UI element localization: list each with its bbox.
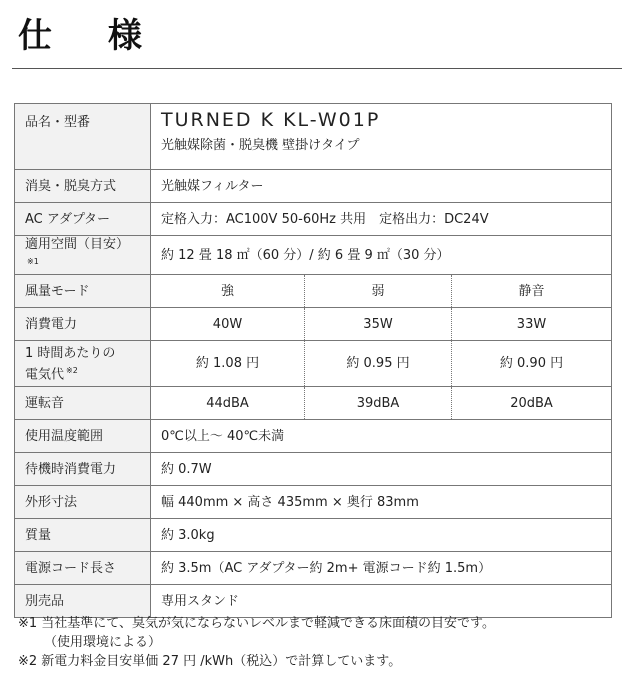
footnotes: [18, 614, 495, 671]
row-label: AC アダプター: [15, 203, 151, 236]
footnote-2: ※2 新電力料金目安単価 27 円 /kWh（税込）で計算しています。: [18, 654, 402, 669]
row-label: 風量モード: [15, 275, 151, 308]
row-label-cell: [15, 236, 151, 275]
row-noise: [15, 387, 612, 420]
row-value: 約 3.0kg: [151, 519, 612, 552]
product-cell: [151, 104, 612, 170]
row-adapter: [15, 203, 612, 236]
spec-table: [14, 103, 612, 618]
title-divider: [12, 68, 622, 69]
row-label: 運転音: [15, 387, 151, 420]
noise-quiet: 20dBA: [452, 387, 612, 420]
row-option: [15, 585, 612, 618]
footnote-1: ※1 当社基準にて、臭気が気にならないレベルまで軽減できる床面積の目安です。: [18, 616, 495, 631]
footnote-ref: ※2: [66, 365, 78, 375]
row-cord: [15, 552, 612, 585]
row-room: [15, 236, 612, 275]
row-label: 質量: [15, 519, 151, 552]
row-value: 光触媒フィルター: [151, 170, 612, 203]
row-method: [15, 170, 612, 203]
row-value: 0℃以上～ 40℃未満: [151, 420, 612, 453]
power-strong: 40W: [151, 308, 305, 341]
row-label-line2: 電気代: [25, 366, 65, 382]
row-value: 約 3.5m（AC アダプター約 2m+ 電源コード約 1.5m）: [151, 552, 612, 585]
row-value: 定格入力：AC100V 50-60Hz 共用 定格出力：DC24V: [151, 203, 612, 236]
row-standby: [15, 453, 612, 486]
row-label: 外形寸法: [15, 486, 151, 519]
mode-weak: 弱: [305, 275, 452, 308]
row-label: 電源コード長さ: [15, 552, 151, 585]
power-weak: 35W: [305, 308, 452, 341]
row-label: 適用空間（目安）: [25, 237, 130, 252]
footnote-1-cont: （使用環境による）: [44, 635, 162, 650]
row-temp: [15, 420, 612, 453]
row-value: 約 0.7W: [151, 453, 612, 486]
row-label: 別売品: [15, 585, 151, 618]
row-weight: [15, 519, 612, 552]
footnote-ref: ※1: [27, 257, 39, 266]
cost-strong: 約 1.08 円: [151, 341, 305, 387]
noise-weak: 39dBA: [305, 387, 452, 420]
noise-strong: 44dBA: [151, 387, 305, 420]
cost-weak: 約 0.95 円: [305, 341, 452, 387]
row-label: 待機時消費電力: [15, 453, 151, 486]
cost-quiet: 約 0.90 円: [452, 341, 612, 387]
row-label: 消臭・脱臭方式: [15, 170, 151, 203]
mode-strong: 強: [151, 275, 305, 308]
row-size: [15, 486, 612, 519]
row-value: 約 12 畳 18 ㎡（60 分）/ 約 6 畳 9 ㎡（30 分）: [151, 236, 612, 275]
power-quiet: 33W: [452, 308, 612, 341]
row-power: [15, 308, 612, 341]
row-cost: [15, 341, 612, 387]
row-value: 専用スタンド: [151, 585, 612, 618]
row-model: [15, 104, 612, 170]
product-brand: TURNED K KL-W01P: [161, 109, 381, 131]
row-label: 使用温度範囲: [15, 420, 151, 453]
row-label: 消費電力: [15, 308, 151, 341]
row-label: 品名・型番: [15, 104, 151, 170]
page-title: 仕 様: [18, 16, 164, 56]
row-mode: [15, 275, 612, 308]
row-label-line1: 1 時間あたりの: [25, 345, 116, 361]
mode-quiet: 静音: [452, 275, 612, 308]
row-label-cell: [15, 341, 151, 387]
product-subtitle: 光触媒除菌・脱臭機 壁掛けタイプ: [161, 138, 360, 153]
row-value: 幅 440mm × 高さ 435mm × 奥行 83mm: [151, 486, 612, 519]
